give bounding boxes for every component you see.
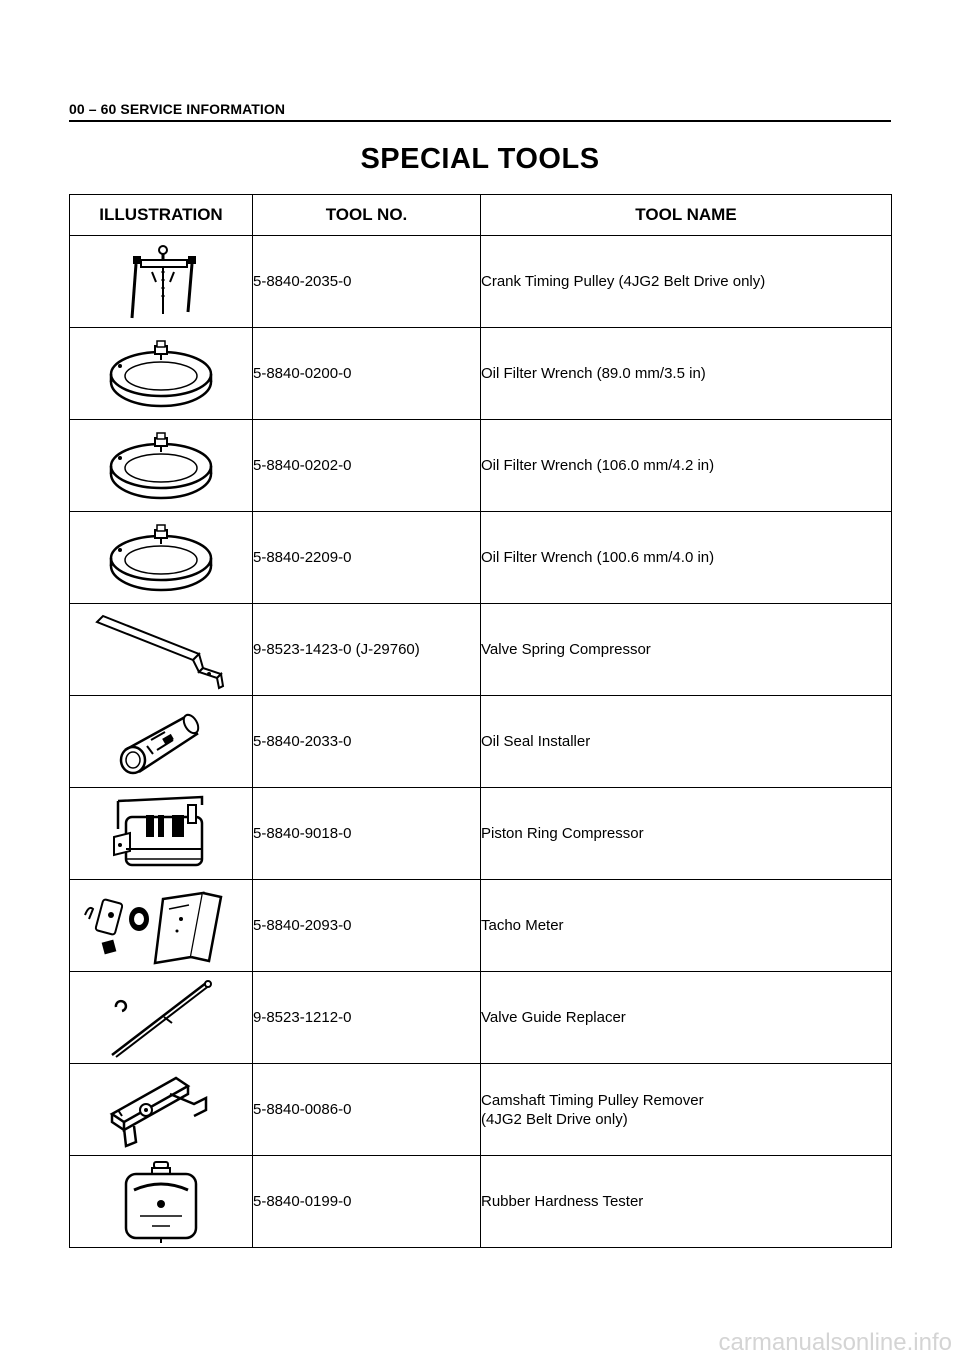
- tool-name-cell: Oil Filter Wrench (106.0 mm/4.2 in): [481, 420, 892, 512]
- illustration-cell: [70, 604, 253, 696]
- table-header-row: [70, 195, 892, 236]
- special-tools-table: [69, 194, 892, 1248]
- tool-number-cell: 5-8840-0202-0: [253, 420, 481, 512]
- piston-ring-compressor-icon: [106, 793, 216, 875]
- table-row: [70, 512, 892, 604]
- tool-name-cell: Oil Filter Wrench (89.0 mm/3.5 in): [481, 328, 892, 420]
- tool-name-cell: Valve Spring Compressor: [481, 604, 892, 696]
- valve-spring-compressor-icon: [91, 610, 231, 690]
- tool-name-cell: Crank Timing Pulley (4JG2 Belt Drive only): [481, 236, 892, 328]
- valve-guide-replacer-icon: [106, 977, 216, 1059]
- illustration-cell: [70, 420, 253, 512]
- illustration-cell: [70, 880, 253, 972]
- tool-number-cell: 5-8840-2209-0: [253, 512, 481, 604]
- oil-filter-wrench-icon: [106, 336, 216, 412]
- table-row: [70, 696, 892, 788]
- tool-number-cell: 5-8840-2035-0: [253, 236, 481, 328]
- illustration-cell: [70, 972, 253, 1064]
- tacho-meter-icon: [81, 885, 241, 967]
- illustration-cell: [70, 788, 253, 880]
- header-divider: [69, 120, 891, 122]
- illustration-cell: [70, 512, 253, 604]
- tool-name-cell: Piston Ring Compressor: [481, 788, 892, 880]
- oil-filter-wrench-icon: [106, 428, 216, 504]
- tool-number-cell: 5-8840-0200-0: [253, 328, 481, 420]
- illustration-cell: [70, 1064, 253, 1156]
- tool-name-line: (4JG2 Belt Drive only): [481, 1110, 628, 1128]
- table-row: [70, 788, 892, 880]
- tool-number-cell: 9-8523-1212-0: [253, 972, 481, 1064]
- tool-number-cell: 5-8840-0199-0: [253, 1156, 481, 1248]
- tool-name-cell: Rubber Hardness Tester: [481, 1156, 892, 1248]
- table-row: [70, 880, 892, 972]
- illustration-cell: [70, 328, 253, 420]
- section-header: 00 – 60 SERVICE INFORMATION: [69, 101, 286, 117]
- table-row: [70, 972, 892, 1064]
- tool-name-cell: Valve Guide Replacer: [481, 972, 892, 1064]
- tool-name-cell: Oil Filter Wrench (100.6 mm/4.0 in): [481, 512, 892, 604]
- tool-name-cell: Oil Seal Installer: [481, 696, 892, 788]
- tool-name-cell: [481, 1064, 892, 1156]
- tool-name-cell: Tacho Meter: [481, 880, 892, 972]
- column-header-tool-name: TOOL NAME: [481, 195, 892, 236]
- rubber-hardness-tester-icon: [116, 1160, 206, 1244]
- watermark-text: carmanualsonline.info: [718, 1329, 952, 1356]
- oil-filter-wrench-icon: [106, 520, 216, 596]
- tool-number-cell: 5-8840-0086-0: [253, 1064, 481, 1156]
- column-header-illustration: ILLUSTRATION: [70, 195, 253, 236]
- column-header-tool-no: TOOL NO.: [253, 195, 481, 236]
- tool-number-cell: 5-8840-2093-0: [253, 880, 481, 972]
- illustration-cell: [70, 236, 253, 328]
- illustration-cell: [70, 1156, 253, 1248]
- illustration-cell: [70, 696, 253, 788]
- tool-number-cell: 5-8840-2033-0: [253, 696, 481, 788]
- tool-number-cell: 5-8840-9018-0: [253, 788, 481, 880]
- crank-pulley-puller-icon: [116, 242, 206, 322]
- table-row: [70, 1156, 892, 1248]
- table-row: [70, 328, 892, 420]
- camshaft-pulley-remover-icon: [106, 1070, 216, 1150]
- oil-seal-installer-icon: [111, 706, 211, 778]
- page-title: SPECIAL TOOLS: [360, 143, 600, 175]
- table-row: [70, 236, 892, 328]
- table-row: [70, 604, 892, 696]
- table-row: [70, 1064, 892, 1156]
- tool-name-line: Camshaft Timing Pulley Remover: [481, 1091, 704, 1109]
- tool-number-cell: 9-8523-1423-0 (J-29760): [253, 604, 481, 696]
- table-row: [70, 420, 892, 512]
